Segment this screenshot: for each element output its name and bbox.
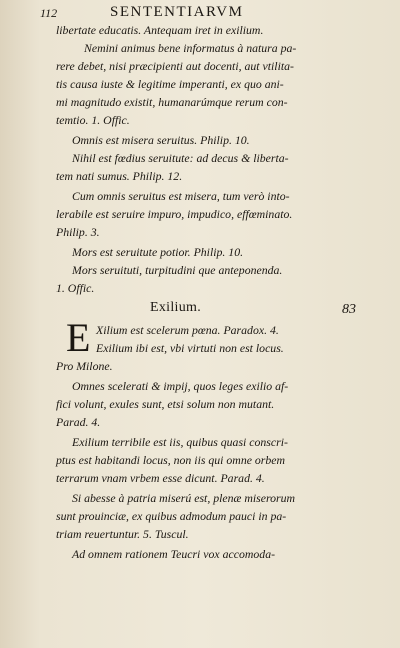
running-title: SENTENTIARVM <box>110 4 244 20</box>
text-line: ptus est habitandi locus, non iis qui omne orbem <box>56 453 286 467</box>
text-line: Omnis est misera seruitus. Philip. 10. <box>72 133 250 147</box>
text-line: mi magnitudo existit, humanarúmque rerum con- <box>56 95 288 109</box>
text-line: tem nati sumus. Philip. 12. <box>56 169 183 183</box>
text-line: Mors est seruitute potior. Philip. 10. <box>72 245 244 259</box>
text-line: rere debet, nisi præcipienti aut docenti, aut vtilita- <box>56 59 294 73</box>
text-line: Nihil est fœdius seruitute: ad decus & liberta- <box>72 151 289 165</box>
text-line: 1. Offic. <box>56 281 95 295</box>
text-line: Exilium ibi est, vbi virtuti non est locus. <box>96 341 284 355</box>
page-number: 112 <box>40 6 58 20</box>
text-line: Ad omnem rationem Teucri vox accomoda- <box>72 547 276 561</box>
text-line: Xilium est scelerum pœna. Paradox. 4. <box>96 323 279 337</box>
drop-capital: E <box>66 315 91 360</box>
text-line: fici volunt, exules sunt, etsi solum non mutant. <box>56 397 275 411</box>
text-line: Exilium terribile est iis, quibus quasi conscri- <box>72 435 288 449</box>
text-line: sunt prouinciæ, ex quibus admodum pauci in pa- <box>56 509 287 523</box>
text-line: libertate educatis. Antequam iret in exilium. <box>56 23 264 37</box>
text-line: lerabile est seruire impuro, impudico, effœminato. <box>56 207 293 221</box>
section-number: 83 <box>342 302 356 317</box>
text-line: Omnes scelerati & impij, quos leges exilio af- <box>72 379 289 393</box>
text-line: terrarum vnam vrbem esse dicunt. Parad. 4. <box>56 471 265 485</box>
text-line: Pro Milone. <box>56 359 113 373</box>
text-line: Nemini animus bene informatus à natura pa- <box>84 41 297 55</box>
text-line: temtio. 1. Offic. <box>56 113 130 127</box>
text-line: triam reuertuntur. 5. Tuscul. <box>56 527 189 541</box>
text-line: Si abesse à patria miserú est, plenæ miserorum <box>72 491 296 505</box>
text-line: Philip. 3. <box>56 225 100 239</box>
text-line: tis causa iuste & legitime imperanti, ex quo ani- <box>56 77 284 91</box>
text-line: Mors seruituti, turpitudini que anteponenda. <box>72 263 283 277</box>
section-heading: Exilium. <box>150 300 202 315</box>
text-line: Parad. 4. <box>56 415 101 429</box>
text-line: Cum omnis seruitus est misera, tum verò into- <box>72 189 290 203</box>
